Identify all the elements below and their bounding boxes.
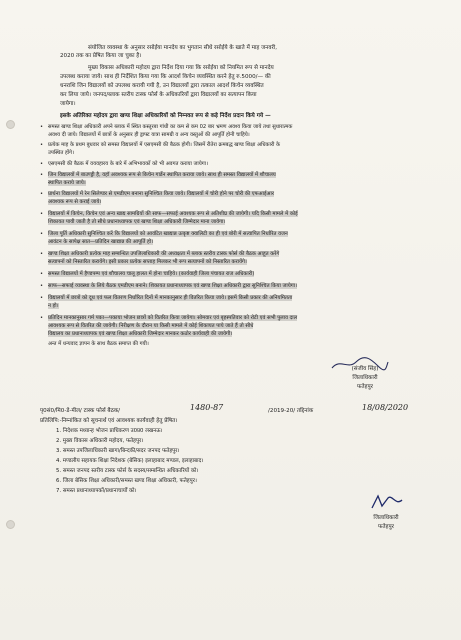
bullet-item: आवश्यक रूप से वितरित की जायेगी। निरीक्षण के दौरान या किसी मामले में कोई शिकायत पाये जाते हैं तो सीधे [48,323,254,329]
bullet-item: • जिला पूर्ति अधिकारी सुनिश्चित करें कि विद्यालयों को आवंटित खाद्यान्न उत्कृष्ट क्वालिटी का ही एवं बोरी में सत्यापित निर्धारित वजन [40,231,288,237]
bullet-item: आवंटन के सापेक्ष सात—प्रतिदिन खाद्यान्न की आपूर्ति हो। [48,239,154,245]
bullet-item: उपस्थित होंगे। [48,150,74,156]
bullet-item: स्थापित कराये जाये। [48,180,86,186]
bullet-item: सत्यापनों को निस्तारित करायेंगे। इसी प्रकार प्रत्येक सप्ताह मिलकर भी रूप सत्यापनों को निस्तारित करायेंगे। [48,259,247,265]
bullet-item: • प्रार्थना विद्यालयों में रेन सिलेण्डर से एमडीएम बनाना सुनिश्चित किया जाये। विद्यालयों में चोरी होने पर चोरी की एफआईआर [40,191,274,197]
directive-heading: इसके अतिरिक्त महोदय द्वारा खण्ड शिक्षा अधिकारियों को निम्नवत रूप से कड़े निर्देश प्रदान किये गये — [60,113,271,119]
reference-year: /2019-20/ तद्दिनांक [268,408,314,414]
bullet-item: अवश्यक रूप से कराई जाये। [48,199,102,205]
punch-hole [6,520,15,529]
bullet-item: • विद्यालयों में किचेन, किचेन एवं अन्य खाद्य सामग्रियों की साफ—सफाई अवश्यक रूप से अतिशीघ्र की जायेगी। यदि किसी मामले में कोई [40,211,298,217]
punch-hole [6,120,15,129]
reference-date: 18/08/2020 [362,404,409,412]
signatory-title: जिलाधिकारी [373,515,399,521]
bullet-item: अवश्य दी जाये। विद्यालयों में छात्रों के अनुसार ही ड्राफ्ट यात्रा सामग्री व अन्य वस्तुओं की आपूर्ति होनी चाहिये। [48,132,250,138]
recipient-item: 1. निदेशक मध्यान्ह भोजन प्राधिकरण उ0प्र0 लखनऊ। [56,428,163,434]
bullet-item: • जिन विद्यालयों में बाउण्ड्री है, वहाँ अवश्यक रूप से किचेन गार्डेन स्थापित कराया जाये। साथ ही समस्त विद्यालयों में शौचालय [40,172,276,178]
bullet-item: • एसएमसी की बैठक में वयवहारय के बारे में अभिभावकों को भी अवगत कराया जायेगा। [40,161,208,167]
copy-to-heading: प्रतिलिपि:-निम्नांकित को सूचनार्थ एवं आवश्यक कार्यवाही हेतु प्रेषित। [40,418,178,424]
bullet-item: • समस्त विद्यालयों में हैण्डपम्प एवं शौचालय चालू हालत में होना चाहिये। (कार्यवाही जिला पंचायत राज अधिकारी) [40,271,255,277]
signatory-place: फतेहपुर [357,384,373,390]
signatory-place: फतेहपुर [378,524,394,530]
closing-line: अन्त में धन्यवाद ज्ञापन के साथ बैठक समाप्त की गयी। [48,341,149,347]
bullet-item: • विद्यालयों में छात्रों को दूध एवं फल वितरण निर्धारित दिनों में मानकानुसार ही वितरित किया जाये। इसमें किसी प्रकार की अनियमितता [40,295,293,301]
intro-line: 2020 तक का प्रेषित किया जा चुका है। [60,53,142,59]
signatory-name: (संजीव सिंह) [351,366,379,372]
bullet-item: • प्रतिदिन मानकानुसार गर्म पका—पकाया भोजन छात्रों को वितरित किया जायेगा। सोमवार एवं बृहस्पतिवार को रोटी एवं सभी पुलाव दाल [40,315,298,321]
intro-line: धनराशि जिन विद्यालयों को उपलब्ध करायी गयी है, उन विद्यालयों द्वारा तत्काल आदर्श किचेन व्यवस्थित [60,83,264,89]
intro-line: जायेगा। [60,101,76,107]
intro-line: कर लिया जाये। जनपद/ब्लाक स्तरीय टास्क फोर्स के अधिकारियों द्वारा विद्यालयों का सत्यापन किया [60,92,257,98]
recipient-item: 5. समस्त जनपद स्तरीय टास्क फोर्स के सदस्य/सम्बन्धित अधिकारियों को। [56,468,199,474]
bullet-item: शिकायत पायी जाती है तो सीधे प्रधानाध्यापक एवं खण्ड शिक्षा अधिकारी जिम्मेदार माना जायेगा। [48,219,226,225]
reference-number: 1480-87 [190,404,224,412]
recipient-item: 7. समस्त प्रधानाध्यापकों/प्रधानाचार्यों को। [56,488,137,494]
signatory-title: जिलाधिकारी [352,375,378,381]
intro-line: मुख्य विकास अधिकारी महोदय द्वारा निर्देश दिया गया कि रसोईया को नियमित रूप से मानदेय [88,65,274,71]
bullet-item: न हो। [48,303,59,309]
bullet-item: • साफ—सफाई व्यवस्था के लिये बैठक एमडीएम बनाने। शिकायत प्रधानाध्यापक एवं खण्ड शिक्षा अधिकारी द्वारा सुनिश्चित किया जायेगा। [40,283,297,289]
recipient-item: 2. मुख्य विकास अधिकारी महोदय, फतेहपुर। [56,438,144,444]
recipient-item: 6. जिला बेसिक शिक्षा अधिकारी/समस्त खण्ड शिक्षा अधिकारी, फतेहपुर। [56,478,197,484]
bullet-item: • प्रत्येक माह के प्रथम बुधवार को समस्त विद्यालयों में एसएमसी की बैठक होगी। जिसमें रीतेरा क्रमबद्ध खण्ड शिक्षा अधिकारी के [40,142,280,148]
intro-line: संयोजित व्यवस्था के अनुसार रसोईया मानदेय का भुगतान सीधे रसोईये के खाते में माह जनवरी, [88,45,278,51]
bullet-item: • खण्ड शिक्षा अधिकारी प्रत्येक माह सम्बन्धित उपजिलाधिकारी की अध्यक्षता में ब्लाक स्तरीय टास्क फोर्स की बैठक आहूत करेंगे [40,251,280,257]
reference-label: पृ0सं0/मि0-डे-मील/ टास्क फोर्स बैठक/ [40,408,121,414]
bullet-item: • समस्त खण्ड शिक्षा अधिकारी अपने ब्लाक में स्थित कस्तूरबा गांधी का कम से कम 02 बार भ्रमण अवश्य किया जाये तथा सुधारात्मक [40,124,293,130]
recipient-item: 4. मण्डलीय सहायक शिक्षा निदेशक (बेसिक) इलाहाबाद मण्डल, इलाहाबाद। [56,458,204,464]
intro-line: उपलब्ध कराया जाये। साथ ही निर्देशित किया गया कि आदर्श किचेन व्यवस्थित करने हेतु रु.5000/— की [60,74,271,80]
bullet-item: विद्यालय का प्रधानाध्यापक एवं खण्ड शिक्षा अधिकारी जिम्मेदार मानकर कठोर कार्यवाही की जायेगी। [48,331,233,337]
recipient-item: 3. समस्त उपजिलाधिकारी खागा/बिन्दकी/सदर जनपद फतेहपुर। [56,448,180,454]
